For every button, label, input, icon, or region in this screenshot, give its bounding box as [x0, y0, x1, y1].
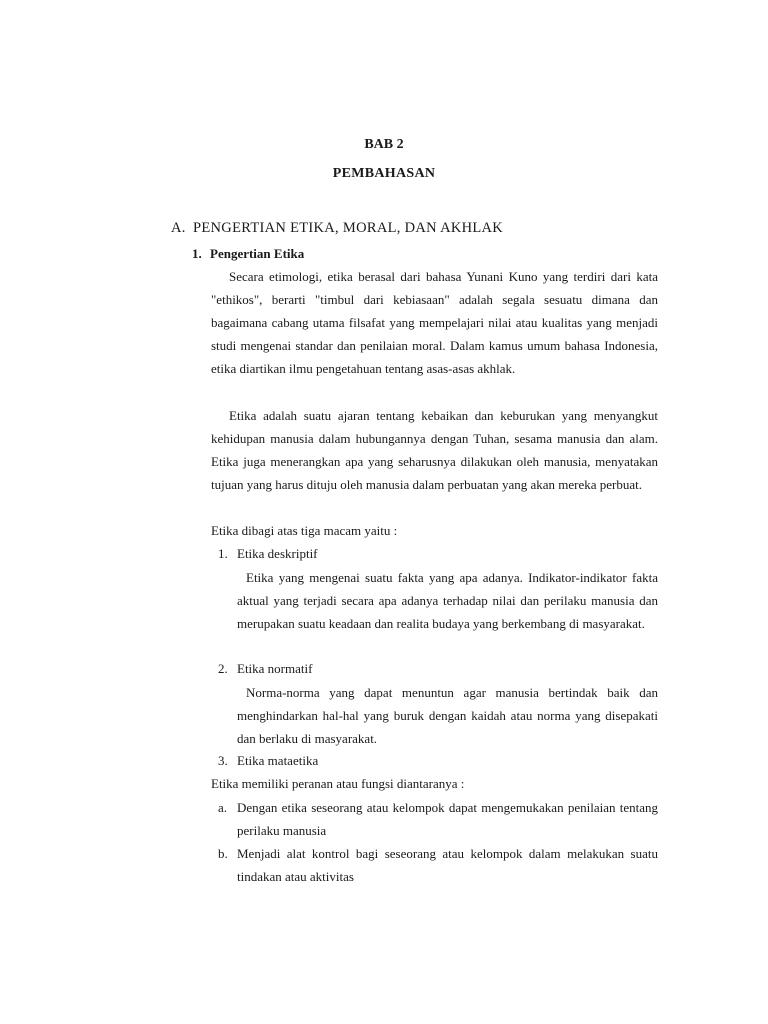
role-item-mark: b. — [218, 846, 228, 861]
list-item-number: 3. — [218, 753, 228, 768]
paragraph-definition: Etika adalah suatu ajaran tentang kebaikan dan keburukan yang menyangkut kehidupan manusia dalam hubungannya dengan Tuhan, sesama manusia dan alam. Etika juga menerangkan apa yang seharusnya dilakukan oleh manusia, menyatakan tujuan yang harus dituju oleh manusia dalam perbuatan yang akan mereka perbuat. — [211, 408, 658, 492]
list-item-heading — [218, 542, 318, 565]
role-item-text: Menjadi alat kontrol bagi seseorang atau kelompok dalam melakukan suatu tindakan atau aktivitas — [237, 846, 658, 884]
list-item-heading — [218, 749, 318, 772]
subsection-heading — [192, 246, 304, 262]
section-heading-text: PENGERTIAN ETIKA, MORAL, DAN AKHLAK — [193, 220, 504, 236]
section-heading — [171, 220, 503, 237]
subsection-heading-text: Pengertian Etika — [210, 246, 305, 261]
chapter-label: BAB 2 — [364, 137, 404, 152]
list-item-name: Etika mataetika — [237, 753, 319, 768]
chapter-title: PEMBAHASAN — [332, 166, 436, 181]
role-item-mark: a. — [218, 800, 228, 815]
list-item-heading — [218, 657, 312, 680]
list-item-description: Etika yang mengenai suatu fakta yang apa adanya. Indikator-indikator fakta aktual yang terjadi secara apa adanya terhadap nilai dan perilaku manusia dan merupakan suatu keadaan dan realita budaya yang berkembang di masyarakat. — [237, 570, 658, 631]
section-number: A. — [171, 220, 186, 236]
roles-intro: Etika memiliki peranan atau fungsi diantaranya : — [211, 776, 465, 791]
role-item — [218, 842, 658, 888]
subsection-number: 1. — [192, 246, 202, 261]
list-item-name: Etika normatif — [237, 661, 313, 676]
paragraph-etymology: Secara etimologi, etika berasal dari bahasa Yunani Kuno yang terdiri dari kata "ethikos", berarti "timbul dari kebiasaan" adalah segala sesuatu dimana dan bagaimana cabang utama filsafat yang mempelajari nilai atau kualitas yang menjadi studi mengenai standar dan penilaian moral. Dalam kamus umum bahasa Indonesia, etika diartikan ilmu pengetahuan tentang asas-asas akhlak. — [211, 269, 658, 376]
types-intro: Etika dibagi atas tiga macam yaitu : — [211, 523, 398, 538]
list-item-number: 1. — [218, 546, 228, 561]
list-item-name: Etika deskriptif — [237, 546, 318, 561]
list-item-description: Norma-norma yang dapat menuntun agar manusia bertindak baik dan menghindarkan hal-hal yang buruk dengan kaidah atau norma yang disepakati dan berlaku di masyarakat. — [237, 685, 658, 746]
role-item-text: Dengan etika seseorang atau kelompok dapat mengemukakan penilaian tentang perilaku manusia — [237, 800, 658, 838]
role-item — [218, 796, 658, 842]
list-item-number: 2. — [218, 661, 228, 676]
